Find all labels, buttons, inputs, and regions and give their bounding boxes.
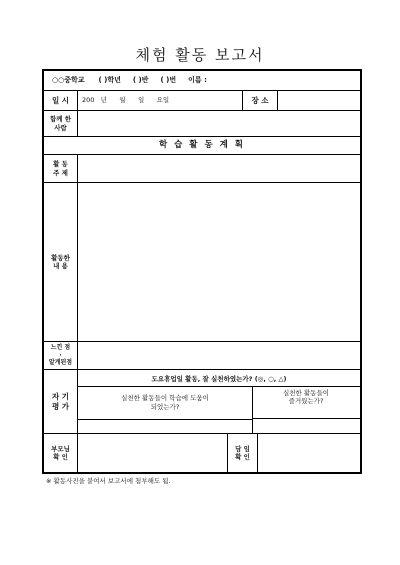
name-field[interactable]: 이름 : (188, 76, 207, 85)
companion-label: 함께 한 사람 (44, 111, 78, 136)
eval-header: 도요휴업일 활동, 잘 실천하였는가? (◎, ○, △) (78, 370, 360, 387)
feelings-row (44, 342, 360, 370)
teacher-label: 담 임 확 인 (228, 434, 258, 472)
eval-question-fun: 실천한 활동들이 즐거웠는가? (252, 386, 360, 419)
report-form (42, 69, 362, 474)
content-row (44, 183, 360, 342)
date-place-row (44, 91, 360, 111)
plan-header: 학 습 활 동 계 획 (158, 140, 246, 151)
grade-field[interactable]: ( )학년 (98, 76, 121, 85)
parent-signature[interactable] (78, 434, 228, 472)
date-label: 일 시 (44, 91, 78, 110)
feelings-field[interactable] (78, 342, 360, 369)
plan-header-row (44, 137, 360, 155)
topic-label: 활 동 주 제 (44, 155, 78, 182)
eval-question-learning: 실천한 활동들이 학습에 도움이 되었는가? (78, 386, 253, 420)
page-title: 체험 활동 보고서 (135, 46, 265, 64)
school-name: ○○중학교 (52, 76, 85, 85)
confirm-row (44, 434, 360, 472)
number-field[interactable]: ( )번 (160, 76, 177, 85)
teacher-signature[interactable] (258, 434, 360, 472)
place-field[interactable] (278, 91, 360, 110)
feelings-label: 느낀 점 · 알게된점 (44, 342, 78, 369)
class-field[interactable]: ( )반 (132, 76, 149, 85)
parent-label: 부모님 확 인 (44, 434, 78, 472)
eval-answer-learning[interactable] (78, 419, 253, 433)
eval-answer-fun[interactable] (252, 419, 360, 433)
topic-field[interactable] (78, 155, 360, 182)
content-field[interactable] (78, 183, 360, 341)
date-field[interactable]: 200 년 월 일 요일 (78, 91, 243, 110)
content-label: 활동한 내 용 (44, 183, 78, 341)
student-info-row (44, 71, 360, 91)
companion-row (44, 111, 360, 137)
self-eval-block (44, 370, 360, 434)
self-eval-label: 자 기 평 가 (44, 370, 78, 433)
footnote: ※ 활동사진을 붙여서 보고서에 첨부해도 됨. (46, 477, 171, 485)
companion-field[interactable] (78, 111, 360, 136)
place-label: 장 소 (243, 91, 278, 110)
topic-row (44, 155, 360, 183)
